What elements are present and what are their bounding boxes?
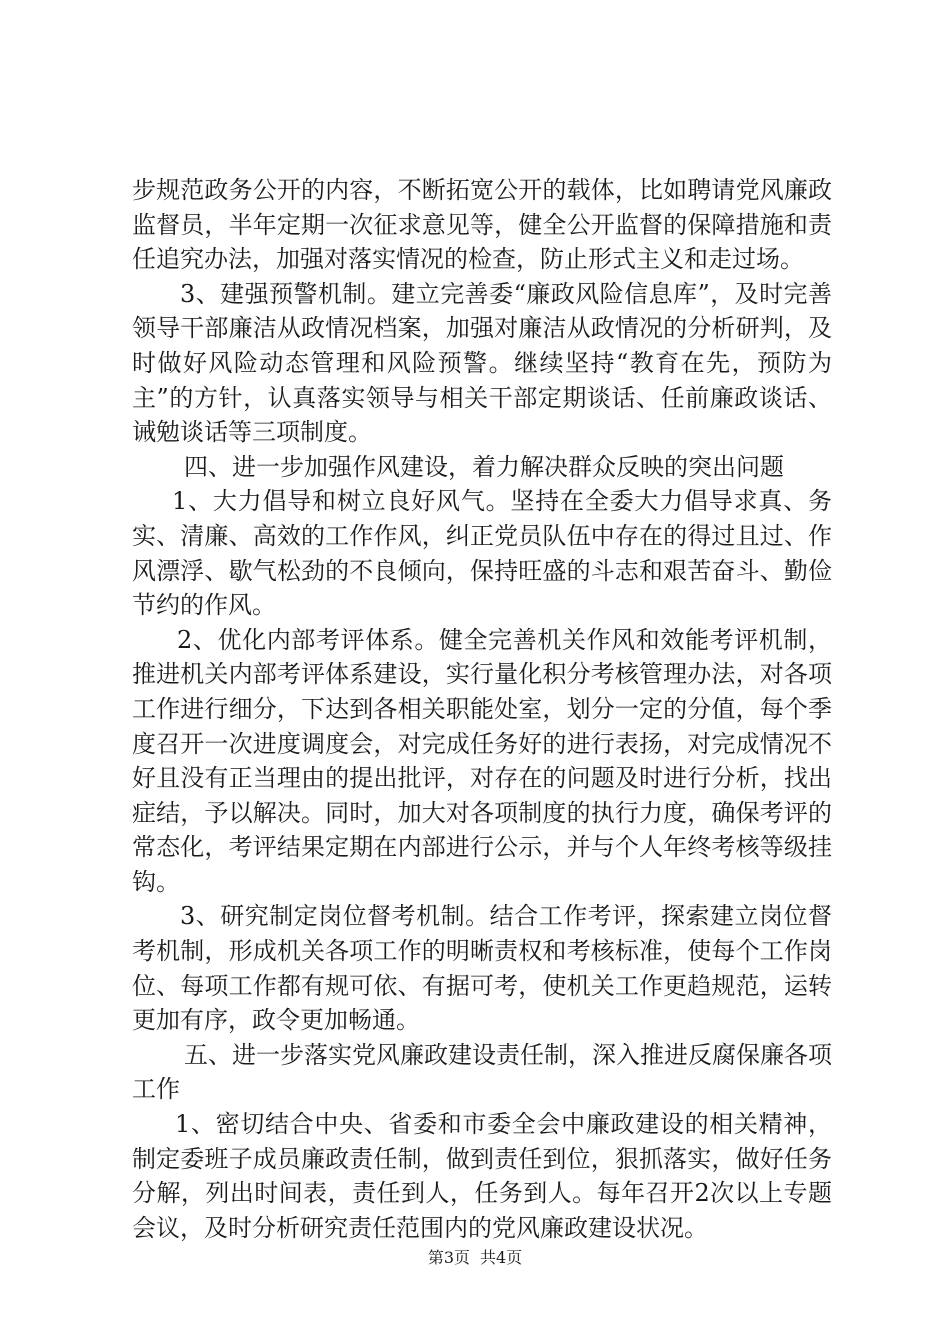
paragraph-warning-mechanism: 3、建强预警机制。建立完善委“廉政风险信息库”，及时完善领导干部廉洁从政情况档案，加强对廉洁从政情况的分析研判，及时做好风险动态管理和风险预警。继续坚持“教育在先，预防为主”的方针，认真落实领导与相关干部定期谈话、任前廉政谈话、诫勉谈话等三项制度。 (132, 279, 832, 447)
paragraph-good-style: 1、大力倡导和树立良好风气。坚持在全委大力倡导求真、务实、清廉、高效的工作作风，纠正党员队伍中存在的得过且过、作风漂浮、歇气松劲的不良倾向，保持旺盛的斗志和艰苦奋斗、勤俭节约的作风。 (132, 487, 832, 620)
page-number: 第3页 (427, 1248, 470, 1267)
page-footer (0, 1245, 950, 1268)
paragraph-evaluation-system: 2、优化内部考评体系。健全完善机关作风和效能考评机制，推进机关内部考评体系建设，实行量化积分考核管理办法，对各项工作进行细分，下达到各相关职能处室，划分一定的分值，每个季度召开一次进度调度会，对完成任务好的进行表扬，对完成情况不好且没有正当理由的提出批评，对存在的问题及时进行分析，找出症结，予以解决。同时，加大对各项制度的执行力度，确保考评的常态化，考评结果定期在内部进行公示，并与个人年终考核等级挂钩。 (132, 625, 832, 896)
paragraph-responsibility: 1、密切结合中央、省委和市委全会中廉政建设的相关精神，制定委班子成员廉政责任制，做到责任到位，狠抓落实，做好任务分解，列出时间表，责任到人，任务到人。每年召开2次以上专题会议，及时分析研究责任范围内的党风廉政建设状况。 (132, 1110, 832, 1242)
page-total: 共4页 (480, 1248, 523, 1267)
section-heading-five: 五、进一步落实党风廉政建设责任制，深入推进反腐保廉各项工作 (132, 1040, 832, 1104)
paragraph-continuation: 步规范政务公开的内容，不断拓宽公开的载体，比如聘请党风廉政监督员，半年定期一次征求意见等，健全公开监督的保障措施和责任追究办法，加强对落实情况的检查，防止形式主义和走过场。 (132, 176, 832, 274)
document-body (132, 173, 832, 1245)
section-heading-four: 四、进一步加强作风建设，着力解决群众反映的突出问题 (184, 452, 784, 481)
paragraph-post-supervision: 3、研究制定岗位督考机制。结合工作考评，探索建立岗位督考机制，形成机关各项工作的明晰责权和考核标准，使每个工作岗位、每项工作都有规可依、有据可考，使机关工作更趋规范，运转更加有序，政令更加畅通。 (132, 902, 832, 1035)
